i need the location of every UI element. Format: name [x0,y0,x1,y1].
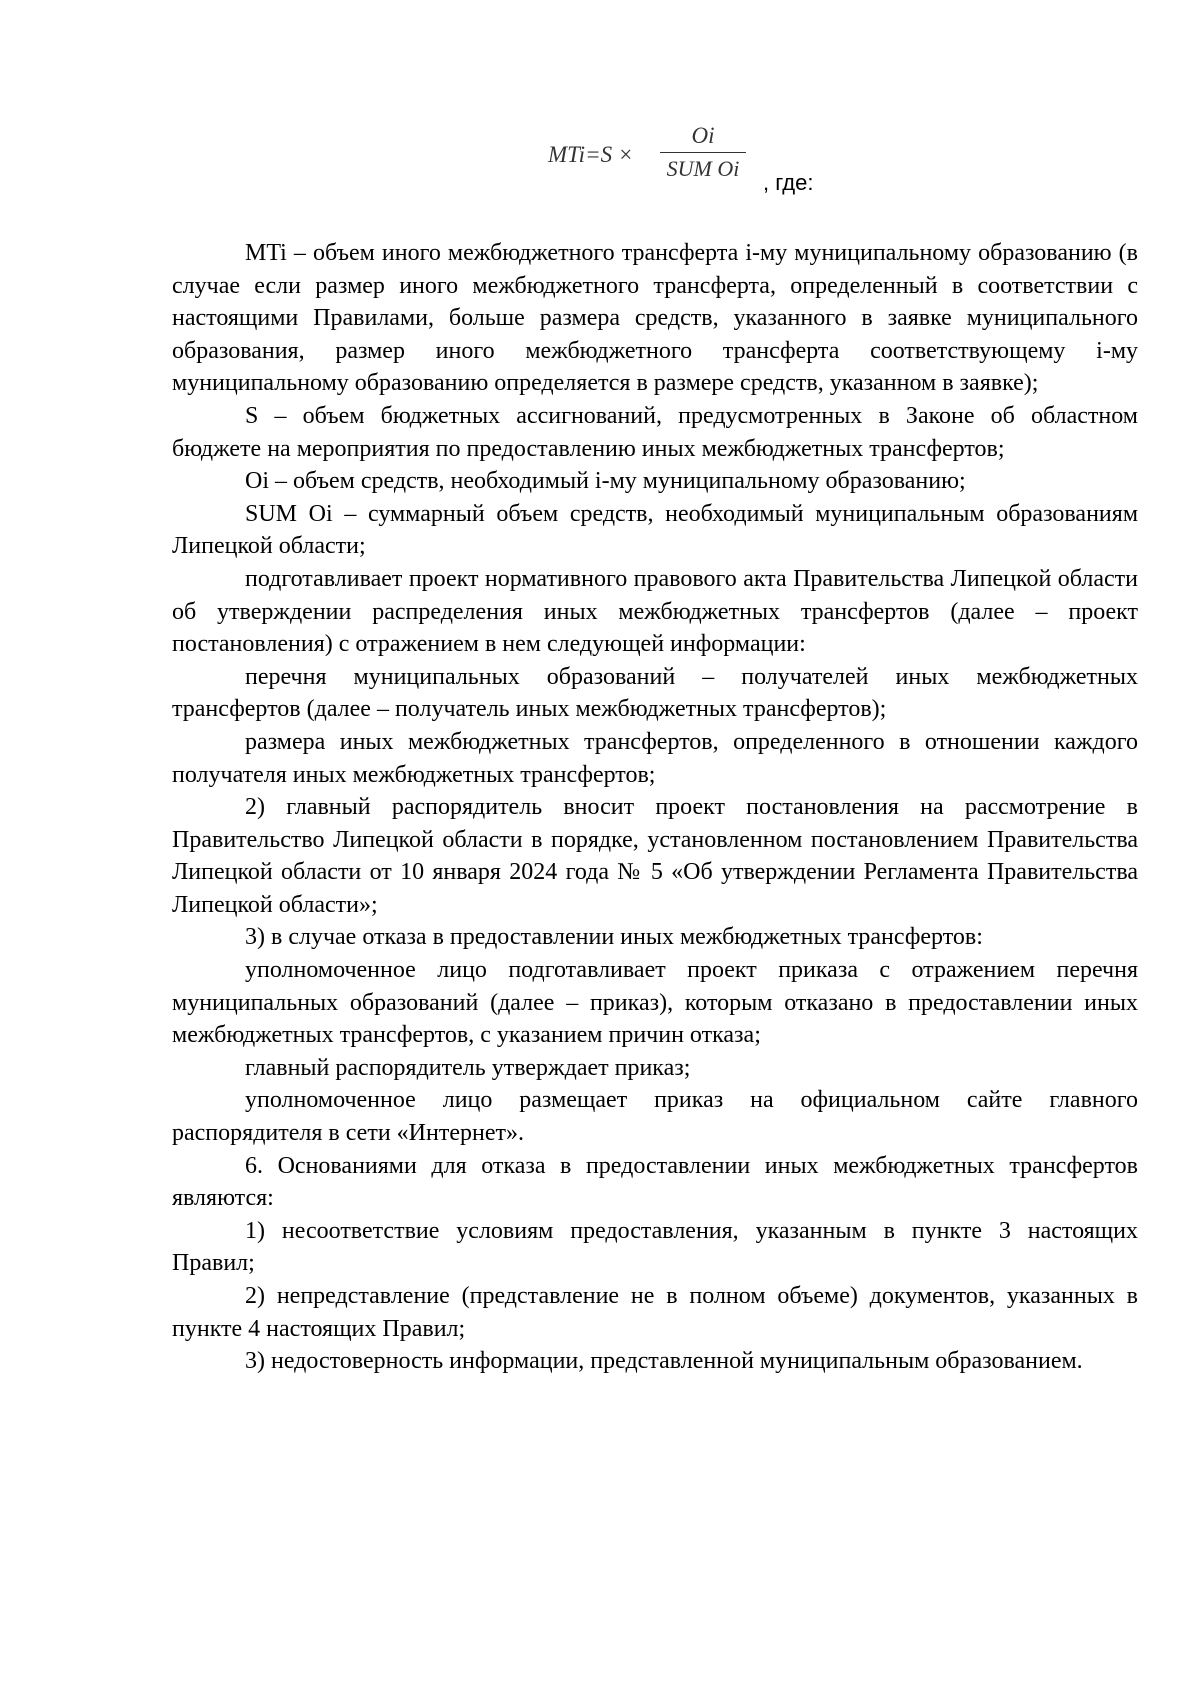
paragraph-order-draft: уполномоченное лицо подготавливает проект приказа с отражением перечня муниципальных образований (далее – приказ), которым отказано в предоставлении иных межбюджетных трансфертов, с указанием причин отказа; [172,957,1138,1049]
paragraph-item-3-refusal: 3) в случае отказа в предоставлении иных межбюджетных трансфертов: [245,924,983,951]
paragraph-oi-definition: Oi – объем средств, необходимый i-му муниципальному образованию; [245,468,966,495]
paragraph-mti-definition: MTi – объем иного межбюджетного трансферта i-му муниципальному образованию (в случае если размер иного межбюджетного трансферта, определенный в соответствии с настоящими Правилами, больше размера средств, указанного в заявке муниципального образования, размер иного межбюджетного трансферта соответствующему i-му муниципальному образованию определяется в размере средств, указанном в заявке); [172,240,1138,397]
paragraph-section-6: 6. Основаниями для отказа в предоставлении иных межбюджетных трансфертов являются: [172,1152,1138,1212]
formula-denominator: SUM Oi [666,156,740,181]
document-body [172,237,1138,1378]
paragraph-list-recipients: перечня муниципальных образований – получателей иных межбюджетных трансфертов (далее – получатель иных межбюджетных трансфертов); [172,663,1138,723]
paragraph-prepares-draft: подготавливает проект нормативного правового акта Правительства Липецкой области об утверждении распределения иных межбюджетных трансфертов (далее – проект постановления) с отражением в нем следующей информации: [172,565,1138,658]
paragraph-transfer-size: размера иных межбюджетных трансфертов, определенного в отношении каждого получателя иных межбюджетных трансфертов; [172,728,1138,788]
formula-numerator: Oi [691,123,715,148]
formula-fraction [660,122,746,182]
paragraph-item-2-submission: 2) главный распорядитель вносит проект постановления на рассмотрение в Правительство Липецкой области в порядке, установленном постановлением Правительства Липецкой области от 10 января 2024 года № 5 «Об утверждении Регламента Правительства Липецкой области»; [172,794,1138,918]
fraction-bar [660,152,746,153]
paragraph-ground-1: 1) несоответствие условиям предоставления, указанным в пункте 3 настоящих Правил; [172,1217,1138,1277]
paragraph-s-definition: S – объем бюджетных ассигнований, предусмотренных в Законе об областном бюджете на мероприятия по предоставлению иных межбюджетных трансфертов; [172,402,1138,462]
paragraph-ground-3: 3) недостоверность информации, представленной муниципальным образованием. [245,1348,1083,1375]
paragraph-order-publication: уполномоченное лицо размещает приказ на официальном сайте главного распорядителя в сети «Интернет». [172,1087,1138,1147]
formula [548,122,888,212]
paragraph-ground-2: 2) непредставление (представление не в полном объеме) документов, указанных в пункте 4 настоящих Правил; [172,1283,1138,1342]
paragraph-order-approval: главный распорядитель утверждает приказ; [245,1054,691,1081]
formula-lhs: MTi=S × [548,142,634,167]
formula-suffix: , где: [763,170,814,195]
paragraph-sum-oi-definition: SUM Oi – суммарный объем средств, необходимый муниципальным образованиям Липецкой области; [172,500,1138,560]
